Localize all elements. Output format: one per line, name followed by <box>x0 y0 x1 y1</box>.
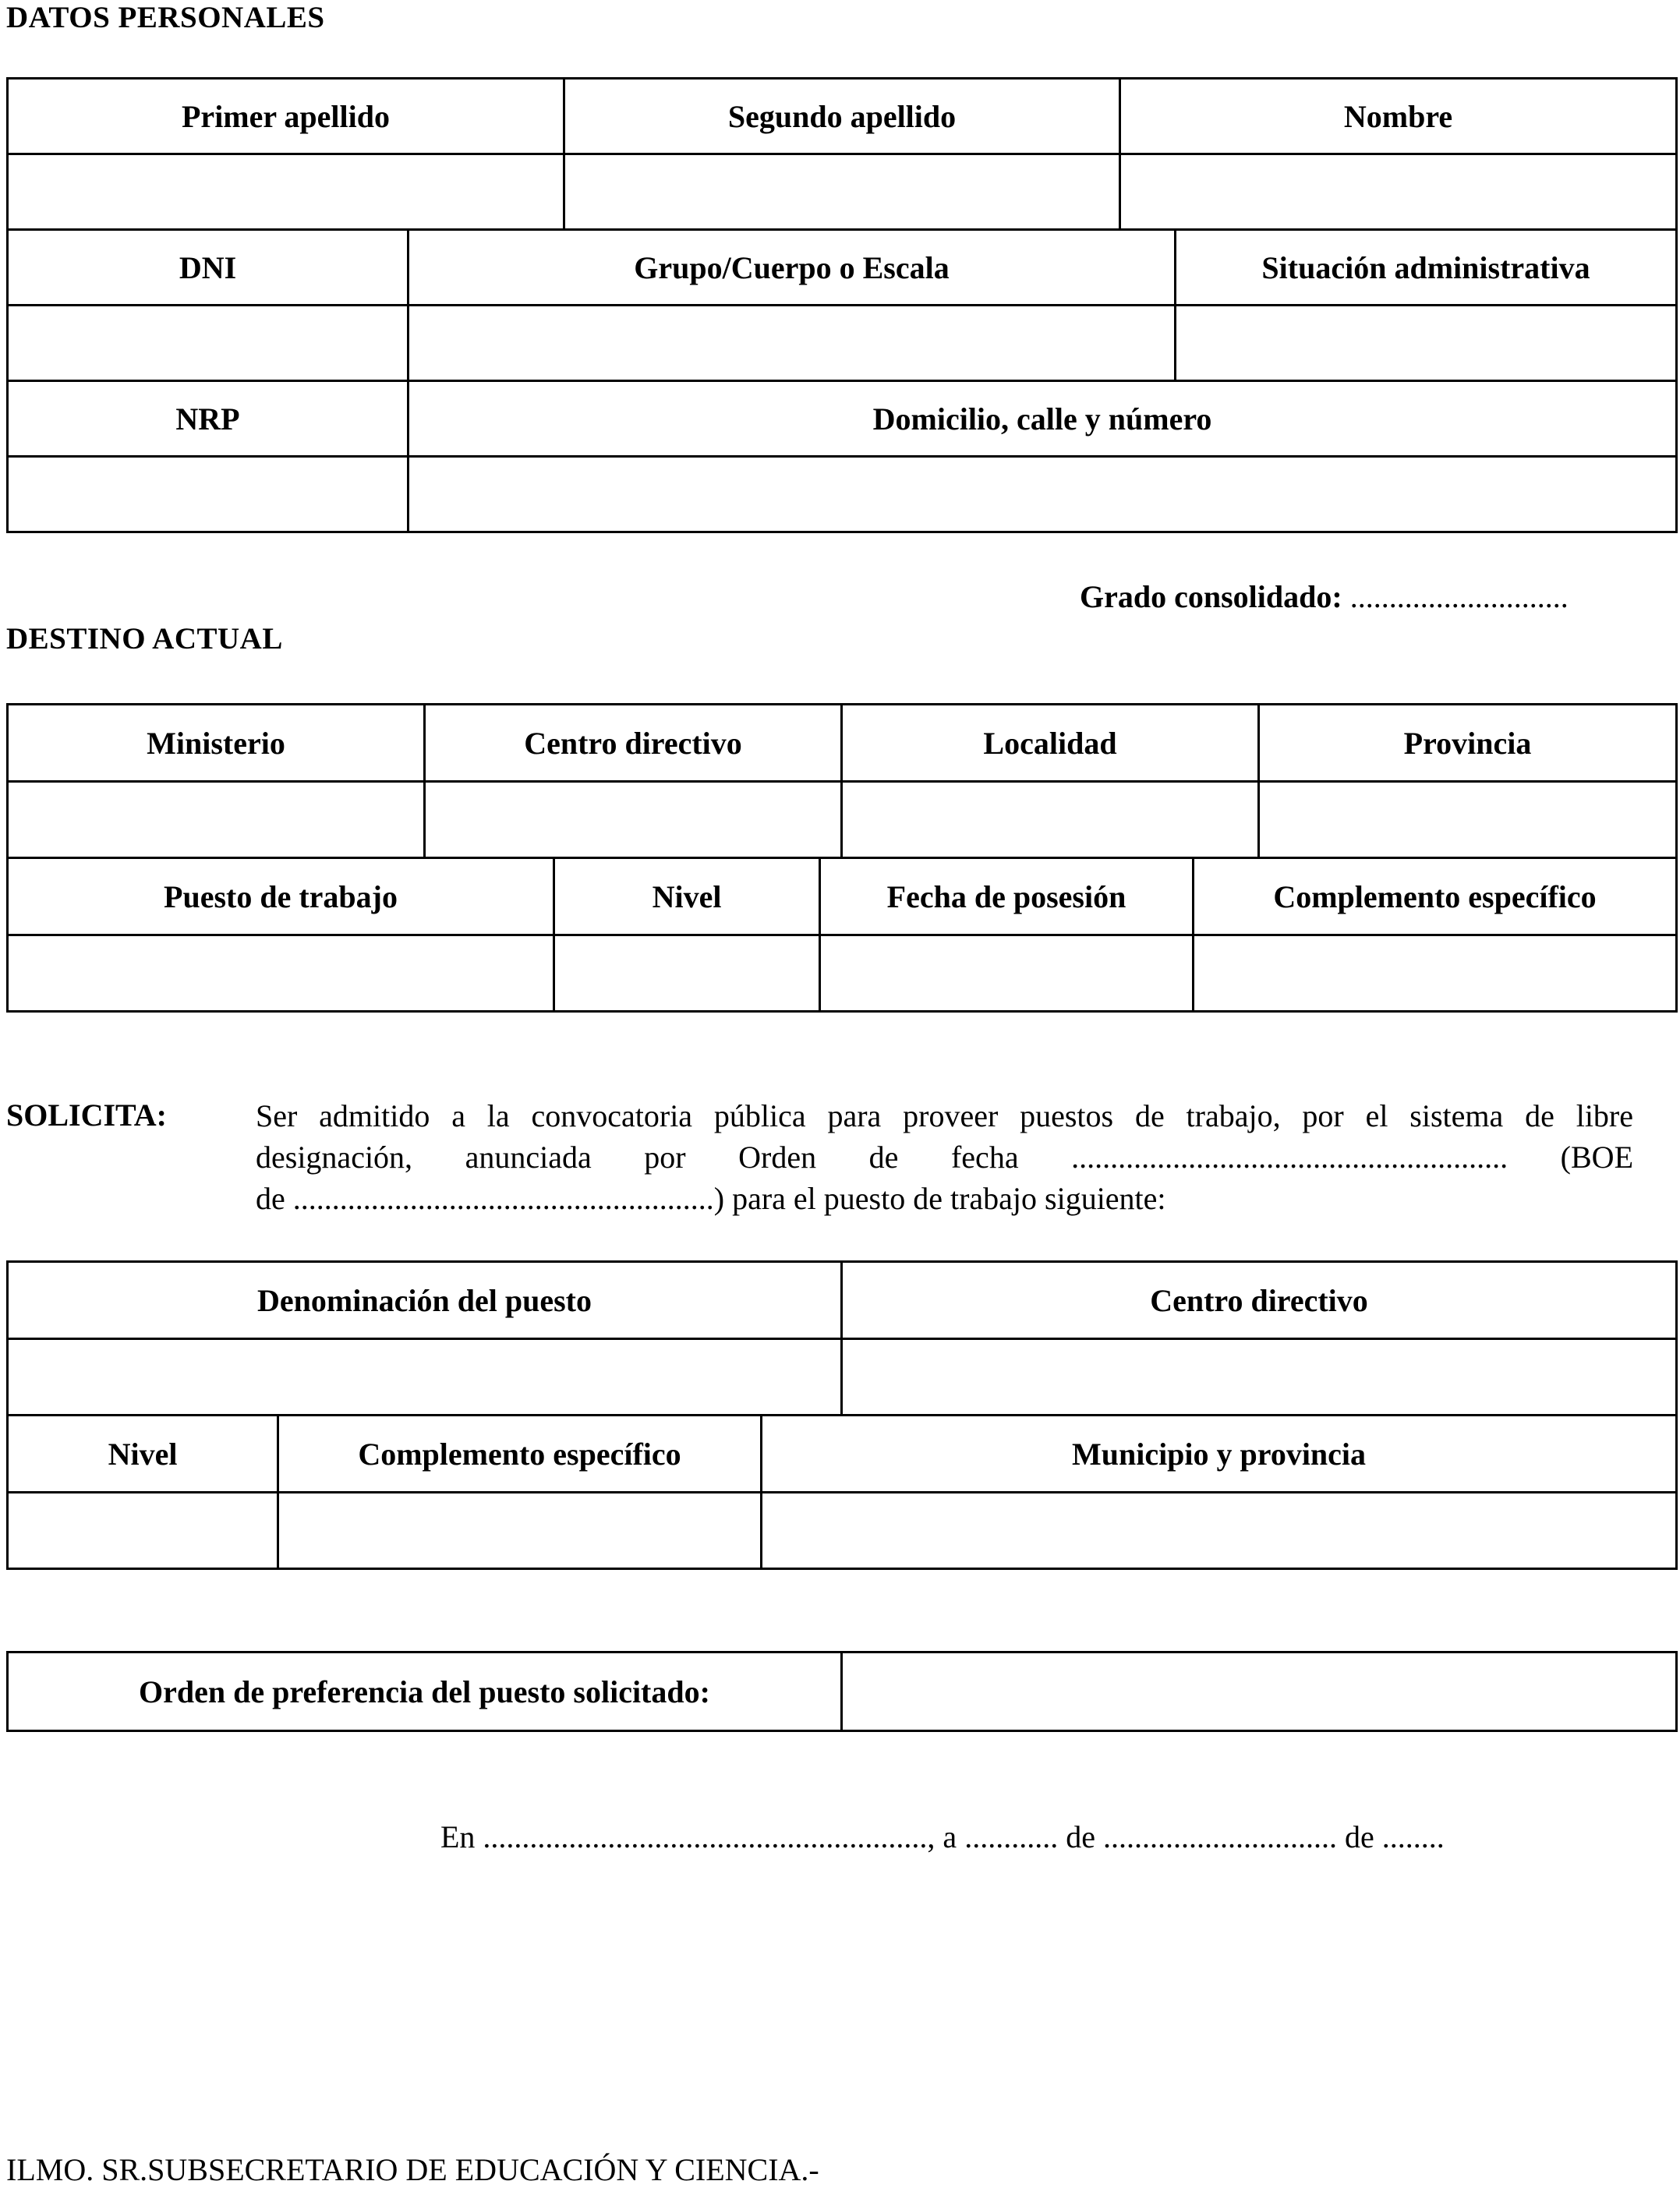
grado-consolidado-label: Grado consolidado: <box>1080 579 1342 614</box>
header-grupo-cuerpo-escala: Grupo/Cuerpo o Escala <box>409 230 1176 306</box>
solicita-line-3: de ......................................................) para el puesto de trabajo siguiente: <box>256 1181 1166 1216</box>
datos-personales-table-b <box>6 228 1678 382</box>
destino-actual-table-b <box>6 857 1678 1013</box>
grado-consolidado <box>1080 578 1569 615</box>
field-nrp[interactable] <box>8 457 409 532</box>
header-ministerio: Ministerio <box>8 705 425 782</box>
header-domicilio: Domicilio, calle y número <box>409 381 1677 457</box>
header-puesto-de-trabajo: Puesto de trabajo <box>8 858 554 935</box>
header-fecha-de-posesion: Fecha de posesión <box>820 858 1194 935</box>
field-segundo-apellido[interactable] <box>564 154 1120 230</box>
header-puesto-nivel: Nivel <box>8 1416 278 1493</box>
field-puesto-nivel[interactable] <box>8 1493 278 1569</box>
solicita-paragraph <box>256 1095 1633 1219</box>
header-primer-apellido: Primer apellido <box>8 79 564 154</box>
header-complemento-especifico: Complemento específico <box>1194 858 1677 935</box>
field-nombre[interactable] <box>1120 154 1677 230</box>
field-localidad[interactable] <box>842 782 1259 858</box>
field-situacion-administrativa[interactable] <box>1176 306 1677 381</box>
field-dni[interactable] <box>8 306 409 381</box>
field-grupo-cuerpo-escala[interactable] <box>409 306 1176 381</box>
header-nombre: Nombre <box>1120 79 1677 154</box>
header-municipio-y-provincia: Municipio y provincia <box>762 1416 1677 1493</box>
preferencia-table <box>6 1651 1678 1732</box>
header-provincia: Provincia <box>1259 705 1677 782</box>
grado-consolidado-dots[interactable]: ............................ <box>1349 579 1569 614</box>
field-centro-directivo[interactable] <box>425 782 842 858</box>
datos-personales-table-a <box>6 77 1678 231</box>
section-title-datos-personales: DATOS PERSONALES <box>6 1 325 34</box>
field-complemento-especifico[interactable] <box>1194 935 1677 1012</box>
puesto-table-a <box>6 1260 1678 1416</box>
header-localidad: Localidad <box>842 705 1259 782</box>
field-domicilio[interactable] <box>409 457 1677 532</box>
header-nrp: NRP <box>8 381 409 457</box>
header-puesto-complemento-especifico: Complemento específico <box>278 1416 762 1493</box>
field-puesto-complemento-especifico[interactable] <box>278 1493 762 1569</box>
section-title-destino-actual: DESTINO ACTUAL <box>6 622 283 656</box>
field-fecha-de-posesion[interactable] <box>820 935 1194 1012</box>
field-primer-apellido[interactable] <box>8 154 564 230</box>
datos-personales-table-c <box>6 380 1678 533</box>
preferencia-label: Orden de preferencia del puesto solicitado: <box>8 1652 842 1731</box>
solicita-label: SOLICITA: <box>6 1098 167 1133</box>
destinatario: ILMO. SR.SUBSECRETARIO DE EDUCACIÓN Y CIENCIA.- <box>6 2152 819 2187</box>
field-orden-de-preferencia[interactable] <box>842 1652 1677 1731</box>
solicita-line-2: designación, anunciada por Orden de fecha ........................................................ (BOE <box>256 1140 1633 1175</box>
lugar-y-fecha[interactable]: En ........................................................., a ............ de .............................. de ........ <box>440 1819 1445 1854</box>
header-dni: DNI <box>8 230 409 306</box>
field-nivel[interactable] <box>554 935 820 1012</box>
header-denominacion-del-puesto: Denominación del puesto <box>8 1262 842 1339</box>
field-puesto-de-trabajo[interactable] <box>8 935 554 1012</box>
header-segundo-apellido: Segundo apellido <box>564 79 1120 154</box>
field-municipio-y-provincia[interactable] <box>762 1493 1677 1569</box>
field-ministerio[interactable] <box>8 782 425 858</box>
solicita-line-1: Ser admitido a la convocatoria pública para proveer puestos de trabajo, por el sistema de libre <box>256 1098 1633 1133</box>
field-provincia[interactable] <box>1259 782 1677 858</box>
header-situacion-administrativa: Situación administrativa <box>1176 230 1677 306</box>
destino-actual-table-a <box>6 703 1678 859</box>
header-nivel: Nivel <box>554 858 820 935</box>
header-centro-directivo: Centro directivo <box>425 705 842 782</box>
field-puesto-centro-directivo[interactable] <box>842 1339 1677 1416</box>
field-denominacion-del-puesto[interactable] <box>8 1339 842 1416</box>
header-puesto-centro-directivo: Centro directivo <box>842 1262 1677 1339</box>
puesto-table-b <box>6 1414 1678 1570</box>
